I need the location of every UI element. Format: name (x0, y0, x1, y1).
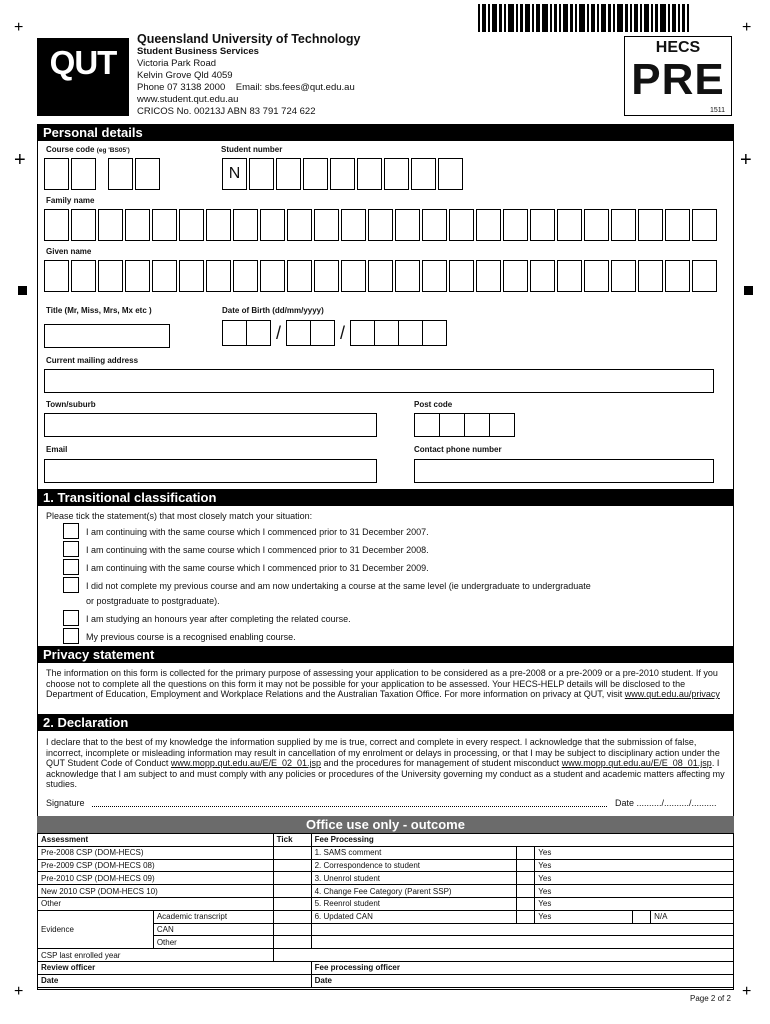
assessment-item: Pre-2010 CSP (DOM-HECS 09) (38, 872, 274, 885)
yes-checkbox[interactable] (517, 897, 535, 910)
option-6-label: My previous course is a recognised enabling course. (86, 632, 296, 642)
mailing-address-label: Current mailing address (46, 356, 139, 365)
option-5-label: I am studying an honours year after completing the related course. (86, 614, 351, 624)
address-line-1: Victoria Park Road (137, 58, 217, 69)
yes-label: Yes (535, 897, 734, 910)
option-3-checkbox[interactable] (63, 559, 79, 575)
tick-cell[interactable] (273, 897, 311, 910)
signature-label: Signature (46, 798, 85, 808)
phone-email: Phone 07 3138 2000 Email: sbs.fees@qut.edu.au (137, 82, 355, 93)
yes-label: Yes (535, 846, 734, 859)
csp-last-enrolled: CSP last enrolled year (38, 949, 274, 962)
dob-separator-1: / (276, 322, 282, 343)
crop-square-left (18, 286, 27, 295)
fee-step: 5. Reenrol student (311, 897, 517, 910)
cricos: CRICOS No. 00213J ABN 83 791 724 622 (137, 106, 316, 117)
registration-mark-mid-right: + (740, 149, 752, 171)
tick-cell[interactable] (273, 846, 311, 859)
yes-checkbox[interactable] (517, 872, 535, 885)
mailing-address-field[interactable] (44, 369, 714, 393)
tick-cell[interactable] (273, 923, 311, 936)
tick-header: Tick (273, 834, 311, 847)
yes-checkbox[interactable] (517, 910, 535, 923)
yes-label: Yes (535, 910, 633, 923)
date-label: Date ........../........../.......... (615, 798, 717, 808)
misconduct-link[interactable]: www.mopp.qut.edu.au/E/E_08_01.jsp (561, 758, 712, 768)
family-name-label: Family name (46, 196, 95, 205)
fee-step: 1. SAMS comment (311, 846, 517, 859)
assessment-item: Pre-2008 CSP (DOM-HECS) (38, 846, 274, 859)
phone-label: Contact phone number (414, 445, 502, 454)
registration-mark-bottom-left: + (14, 983, 24, 1000)
option-1-checkbox[interactable] (63, 523, 79, 539)
course-code-boxes[interactable] (44, 158, 162, 190)
privacy-link[interactable]: www.qut.edu.au/privacy (624, 689, 720, 699)
family-name-boxes[interactable] (44, 209, 719, 241)
section-office-use: Office use only - outcome (37, 816, 734, 833)
student-number-prefix: N (222, 158, 247, 190)
postcode-boxes[interactable] (414, 413, 515, 437)
title-field[interactable] (44, 324, 170, 348)
tick-cell[interactable] (273, 872, 311, 885)
form-number: 1511 (709, 107, 725, 114)
conduct-link[interactable]: www.mopp.qut.edu.au/E/E_02_01.jsp (170, 758, 322, 768)
yes-checkbox[interactable] (517, 859, 535, 872)
review-officer-label: Review officer (38, 961, 312, 974)
org-title: Queensland University of Technology (137, 32, 361, 46)
postcode-label: Post code (414, 400, 453, 409)
assessment-header: Assessment (38, 834, 274, 847)
form-type: HECS (655, 39, 701, 56)
course-code-label: Course code (eg 'BS05') (46, 145, 130, 154)
yes-label: Yes (535, 872, 734, 885)
form-code-box (624, 36, 732, 116)
signature-line[interactable] (92, 806, 607, 807)
transitional-intro: Please tick the statement(s) that most closely match your situation: (46, 511, 313, 521)
fee-step: 4. Change Fee Category (Parent SSP) (311, 885, 517, 898)
given-name-label: Given name (46, 247, 92, 256)
section-declaration: 2. Declaration (37, 714, 734, 731)
department: Student Business Services (137, 46, 259, 57)
option-2-checkbox[interactable] (63, 541, 79, 557)
qut-logo: QUT (37, 38, 129, 116)
na-label: N/A (651, 910, 734, 923)
dob-boxes[interactable] (222, 320, 447, 346)
registration-mark-top-left: + (14, 19, 24, 36)
evidence-item: Other (153, 936, 273, 949)
fee-step: 3. Unenrol student (311, 872, 517, 885)
evidence-label: Evidence (38, 910, 154, 948)
phone-field[interactable] (414, 459, 714, 483)
form-code: PRE (631, 55, 725, 104)
title-label: Title (Mr, Miss, Mrs, Mx etc ) (46, 306, 152, 315)
option-6-checkbox[interactable] (63, 628, 79, 644)
option-3-label: I am continuing with the same course which I commenced prior to 31 December 2009. (86, 563, 429, 573)
option-5-checkbox[interactable] (63, 610, 79, 626)
assessment-item: Pre-2009 CSP (DOM-HECS 08) (38, 859, 274, 872)
email-label: Email (46, 445, 68, 454)
fee-officer-label: Fee processing officer (311, 961, 733, 974)
option-4-label-cont: or postgraduate to postgraduate). (86, 596, 220, 606)
dob-label: Date of Birth (dd/mm/yyyy) (222, 306, 324, 315)
office-use-table (37, 833, 734, 988)
town-field[interactable] (44, 413, 377, 437)
option-4-checkbox[interactable] (63, 577, 79, 593)
website: www.student.qut.edu.au (137, 94, 239, 105)
registration-mark-top-right: + (742, 19, 752, 36)
given-name-boxes[interactable] (44, 260, 719, 292)
email-field[interactable] (44, 459, 377, 483)
crop-square-right (744, 286, 753, 295)
option-1-label: I am continuing with the same course which I commenced prior to 31 December 2007. (86, 527, 429, 537)
assessment-item: New 2010 CSP (DOM-HECS 10) (38, 885, 274, 898)
registration-mark-bottom-right: + (742, 983, 752, 1000)
address-line-2: Kelvin Grove Qld 4059 (137, 70, 233, 81)
tick-cell[interactable] (273, 910, 311, 923)
option-2-label: I am continuing with the same course which I commenced prior to 31 December 2008. (86, 545, 429, 555)
tick-cell[interactable] (273, 936, 311, 949)
page-number: Page 2 of 2 (690, 994, 731, 1003)
declaration-text: I declare that to the best of my knowledge the information supplied by me is true, correct and complete in every respect. I acknowledge that the submission of false, incorrect, incomplete or misleading information may result in cancellation of my enrolment or delays in processing, or that I may be subject to disciplinary action under the QUT Student Code of Conduct www.mopp.qut.edu.au/E/E_02_01.jsp and the procedures for management of student misconduct www.mopp.qut.edu.au/E/E_08_01.jsp. I acknowledge that I am subject to and must comply with any policies or procedures of the University governing my conduct as a student and academic matters affecting my studies. (46, 737, 725, 789)
evidence-item: CAN (153, 923, 273, 936)
yes-label: Yes (535, 885, 734, 898)
evidence-item: Academic transcript (153, 910, 273, 923)
yes-label: Yes (535, 859, 734, 872)
tick-cell[interactable] (273, 859, 311, 872)
town-label: Town/suburb (46, 400, 96, 409)
student-number-boxes[interactable] (222, 158, 465, 190)
section-transitional: 1. Transitional classification (37, 489, 734, 506)
student-number-label: Student number (221, 145, 283, 154)
dob-separator-2: / (340, 322, 346, 343)
assessment-item: Other (38, 897, 274, 910)
tick-cell[interactable] (273, 885, 311, 898)
barcode (478, 2, 733, 32)
privacy-text: The information on this form is collected for the primary purpose of assessing your application to be considered as a pre-2008 or a pre-2009 or a pre-2010 student. If you choose not to complete all the questions on this form it may not be possible for your application to be assessed. Your HECS-HELP details will be disclosed to the Department of Education, Employment and Workplace Relations and the Australian Taxation Office. For more information on privacy at QUT, visit www.qut.edu.au/privacy (46, 668, 720, 699)
section-privacy: Privacy statement (37, 646, 734, 663)
fee-date-label: Date (311, 974, 733, 987)
review-date-label: Date (38, 974, 312, 987)
yes-checkbox[interactable] (517, 846, 535, 859)
na-checkbox[interactable] (633, 910, 651, 923)
fee-step: 6. Updated CAN (311, 910, 517, 923)
course-code-hint: (eg 'BS05') (96, 147, 130, 154)
section-personal-details: Personal details (37, 124, 734, 141)
yes-checkbox[interactable] (517, 885, 535, 898)
fee-step: 2. Correspondence to student (311, 859, 517, 872)
option-4-label: I did not complete my previous course and am now undertaking a course at the same level (ie undergraduate to undergraduate (86, 581, 591, 591)
registration-mark-mid-left: + (14, 149, 26, 171)
fee-processing-header: Fee Processing (311, 834, 733, 847)
